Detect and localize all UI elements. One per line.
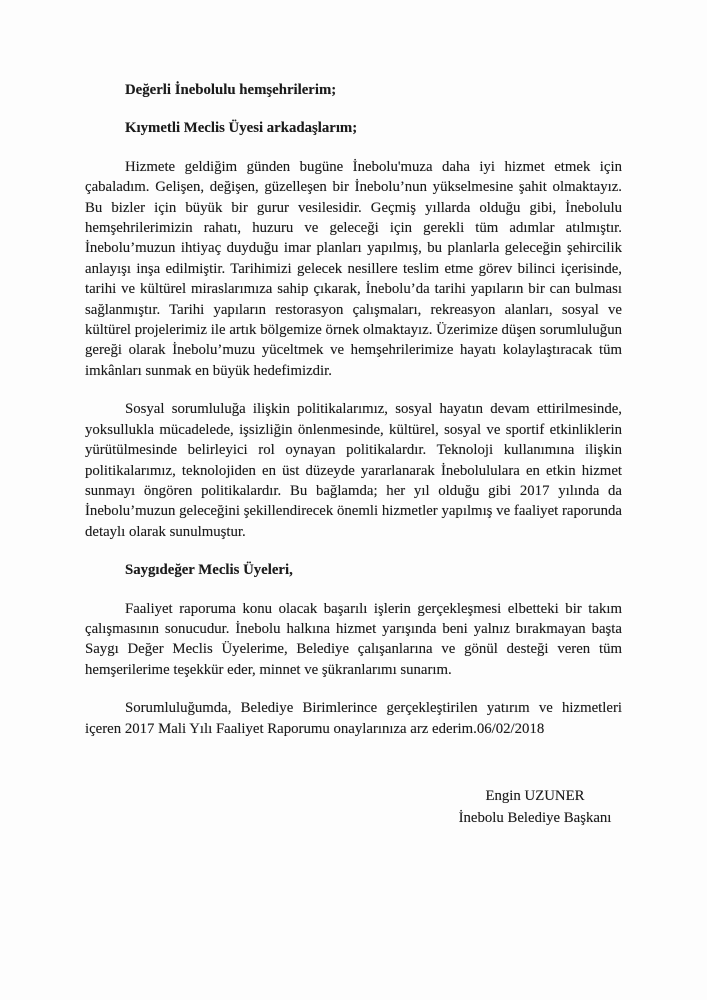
salutation-citizens: Değerli İnebolulu hemşehrilerim; <box>125 82 337 98</box>
salutation-council: Kıymetli Meclis Üyesi arkadaşlarım; <box>125 120 358 137</box>
paragraph-submission: Sorumluluğumda, Belediye Birimlerince gerçekleştirilen yatırım ve hizmetleri içeren 2017 Mali Yılı Faaliyet Raporumu onaylarınıza arz ederim.06/02/2018 <box>85 700 622 737</box>
paragraph-policies: Sosyal sorumluluğa ilişkin politikalarımız, sosyal hayatın devam ettirilmesinde, yoksullukla mücadelede, işsizliğin önlenmesinde, kültürel, sosyal ve sportif etkinliklerin yürütülmesinde belirleyici rol oynayan politikalardır. Teknoloji kullanımına ilişkin politikalarımız, teknolojiden en üst düzeyde yararlanarak İnebolululara en etkin hizmet sunmayı öngören politikalardır. Bu bağlamda; her yıl olduğu gibi 2017 yılında da İnebolu’muzun geleceğini şekillendirecek önemli hizmetler yapılmış ve faaliyet raporunda detaylı olarak sunulmuştur. <box>85 401 622 540</box>
signature-title: İnebolu Belediye Başkanı <box>458 809 612 826</box>
salutation-members: Saygıdeğer Meclis Üyeleri, <box>125 562 293 579</box>
paragraph-thanks: Faaliyet raporuma konu olacak başarılı işlerin gerçekleşmesi elbetteki bir takım çalışmasının sonucudur. İnebolu halkına hizmet yarışında beni yalnız bırakmayan başta Saygı Değer Meclis Üyelerime, Belediye çalışanlarına ve gönül desteği veren tüm hemşerilerime teşekkür eder, minnet ve şükranlarımı sunarım. <box>85 600 622 678</box>
signature-name: Engin UZUNER <box>485 787 585 804</box>
signature-block <box>415 785 655 829</box>
paragraph-service: Hizmete geldiğim günden bugüne İnebolu'muza daha iyi hizmet etmek için çabaladım. Gelişen, değişen, güzelleşen bir İnebolu’nun yükselmesine şahit olmaktayız. Bu bizler için büyük bir gurur vesilesidir. Geçmiş yıllarda olduğu gibi, İnebolulu hemşehrilerimizin rahatı, huzuru ve geleceği için gerekli tüm adımlar atılmıştır. İnebolu’muzun ihtiyaç duyduğu imar planları yapılmış, bu planlarla geleceğin şehircilik anlayışı inşa edilmiştir. Tarihimizi gelecek nesillere teslim etme görev bilinci içerisinde, tarihi ve kültürel miraslarımıza sahip çıkarak, İnebolu’da tarihi yapıların bir can bulması sağlanmıştır. Tarihi yapıların restorasyon çalışmaları, rekreasyon alanları, sosyal ve kültürel projelerimiz ile artık bölgemize örnek olmaktayız. Üzerimize düşen sorumluluğun gereği olarak İnebolu’muzu yüceltmek ve hemşehrilerimize hayatı kolaylaştıracak tüm imkânları sunmak en büyük hedefimizdir. <box>85 158 622 379</box>
